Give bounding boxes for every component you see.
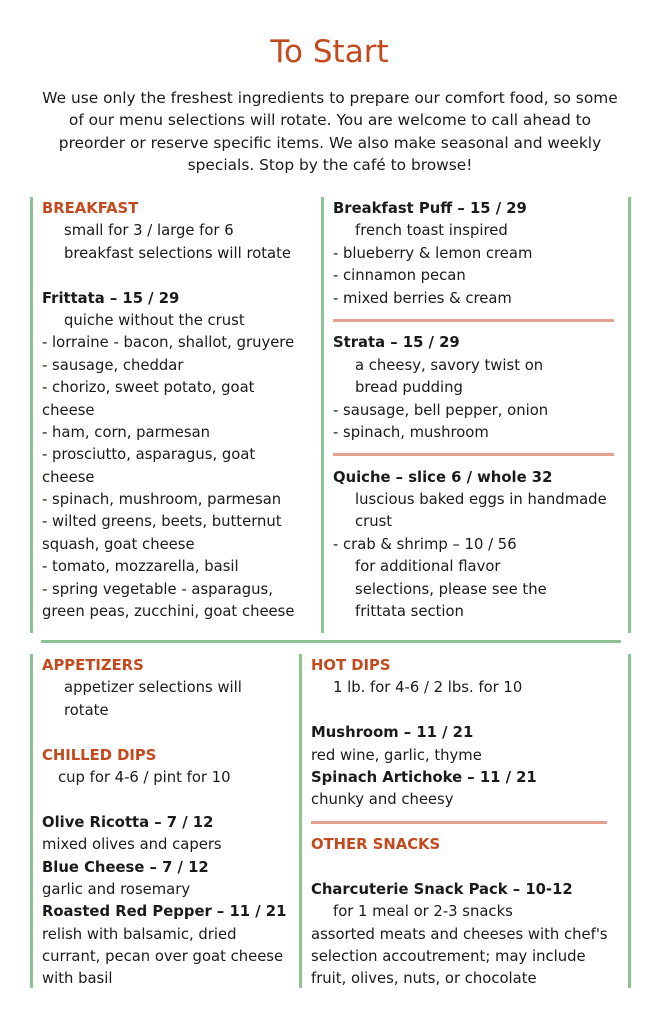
frittata-line: - lorraine - bacon, shallot, gruyere	[42, 334, 295, 352]
breakfast-rotate-note: breakfast selections will rotate	[64, 244, 292, 262]
snack-pack-desc: fruit, olives, nuts, or chocolate	[311, 970, 537, 988]
puff-divider	[333, 310, 607, 332]
intro-paragraph: We use only the freshest ingredients to prepare our comfort food, so some of our menu selections will rotate. You are welcome to call ahead to preorder or reserve specific items. We also make seasonal and weekly specials. Stop by the café to browse!	[42, 89, 618, 175]
right-rule-appetizers	[628, 654, 631, 988]
breakfast-column-right	[333, 198, 607, 623]
frittata-line: - ham, corn, parmesan	[42, 423, 211, 441]
frittata-title: Frittata – 15 / 29	[42, 289, 180, 307]
other-snacks-heading: OTHER SNACKS	[311, 836, 441, 854]
frittata-line: - wilted greens, beets, butternut	[42, 513, 282, 531]
hot-dips-divider	[311, 812, 608, 834]
hot-dips-column	[311, 655, 608, 991]
hot-dip-desc: red wine, garlic, thyme	[311, 746, 482, 764]
right-rule-breakfast	[628, 197, 631, 633]
frittata-line: - spinach, mushroom, parmesan	[42, 491, 282, 509]
section-divider	[41, 640, 621, 643]
dip-desc: currant, pecan over goat cheese	[42, 948, 284, 966]
frittata-line: - prosciutto, asparagus, goat	[42, 446, 256, 464]
quiche-note: for additional flavor	[355, 558, 501, 576]
frittata-line: cheese	[42, 401, 95, 419]
strata-desc: bread pudding	[355, 379, 463, 397]
breakfast-size-note: small for 3 / large for 6	[64, 222, 234, 240]
quiche-title: Quiche – slice 6 / whole 32	[333, 468, 553, 486]
chilled-dips-heading: CHILLED DIPS	[42, 746, 157, 764]
strata-divider	[333, 444, 607, 466]
frittata-desc: quiche without the crust	[64, 311, 245, 329]
left-rule-appetizers	[30, 654, 33, 988]
strata-line: - sausage, bell pepper, onion	[333, 401, 549, 419]
appetizers-column	[42, 655, 286, 991]
snack-pack-desc: assorted meats and cheeses with chef's	[311, 925, 608, 943]
puff-line: - mixed berries & cream	[333, 289, 512, 307]
center-rule-appetizers	[299, 654, 302, 988]
center-rule-breakfast	[321, 197, 324, 633]
frittata-line: squash, goat cheese	[42, 535, 195, 553]
snack-pack-title: Charcuterie Snack Pack – 10-12	[311, 880, 573, 898]
strata-desc: a cheesy, savory twist on	[355, 356, 544, 374]
quiche-note: frittata section	[355, 603, 464, 621]
puff-line: - cinnamon pecan	[333, 267, 466, 285]
breakfast-heading: BREAKFAST	[42, 200, 139, 217]
frittata-line: - spring vegetable - asparagus,	[42, 580, 273, 598]
dip-desc: mixed olives and capers	[42, 836, 222, 854]
left-rule-breakfast	[30, 197, 33, 633]
puff-line: - blueberry & lemon cream	[333, 244, 533, 262]
frittata-line: - sausage, cheddar	[42, 356, 184, 374]
appetizers-note: rotate	[64, 701, 109, 719]
dip-title: Olive Ricotta – 7 / 12	[42, 813, 214, 831]
strata-line: - spinach, mushroom	[333, 423, 489, 441]
dip-title: Roasted Red Pepper – 11 / 21	[42, 903, 287, 921]
dip-desc: garlic and rosemary	[42, 880, 191, 898]
frittata-line: - tomato, mozzarella, basil	[42, 558, 239, 576]
frittata-line: - chorizo, sweet potato, goat	[42, 379, 255, 397]
dip-title: Blue Cheese – 7 / 12	[42, 858, 209, 876]
snack-pack-note: for 1 meal or 2-3 snacks	[333, 903, 513, 921]
quiche-note: selections, please see the	[355, 580, 547, 598]
quiche-desc: luscious baked eggs in handmade	[355, 491, 607, 509]
snack-pack-desc: selection accoutrement; may include	[311, 948, 586, 966]
quiche-desc: crust	[355, 513, 393, 531]
appetizers-heading: APPETIZERS	[42, 657, 144, 674]
puff-title: Breakfast Puff – 15 / 29	[333, 200, 527, 217]
chilled-dips-note: cup for 4-6 / pint for 10	[58, 768, 231, 786]
breakfast-column-left	[42, 198, 294, 623]
frittata-line: green peas, zucchini, goat cheese	[42, 603, 295, 621]
dip-desc: relish with balsamic, dried	[42, 925, 237, 943]
dip-desc: with basil	[42, 970, 113, 988]
quiche-line: - crab & shrimp – 10 / 56	[333, 535, 517, 553]
puff-desc: french toast inspired	[355, 222, 508, 240]
hot-dips-note: 1 lb. for 4-6 / 2 lbs. for 10	[333, 679, 523, 697]
frittata-line: cheese	[42, 468, 95, 486]
page-title: To Start	[270, 34, 389, 70]
strata-title: Strata – 15 / 29	[333, 334, 460, 352]
hot-dip-title: Mushroom – 11 / 21	[311, 724, 474, 742]
hot-dip-desc: chunky and cheesy	[311, 791, 454, 809]
hot-dip-title: Spinach Artichoke – 11 / 21	[311, 768, 537, 786]
hot-dips-heading: HOT DIPS	[311, 657, 391, 674]
appetizers-note: appetizer selections will	[64, 679, 242, 697]
